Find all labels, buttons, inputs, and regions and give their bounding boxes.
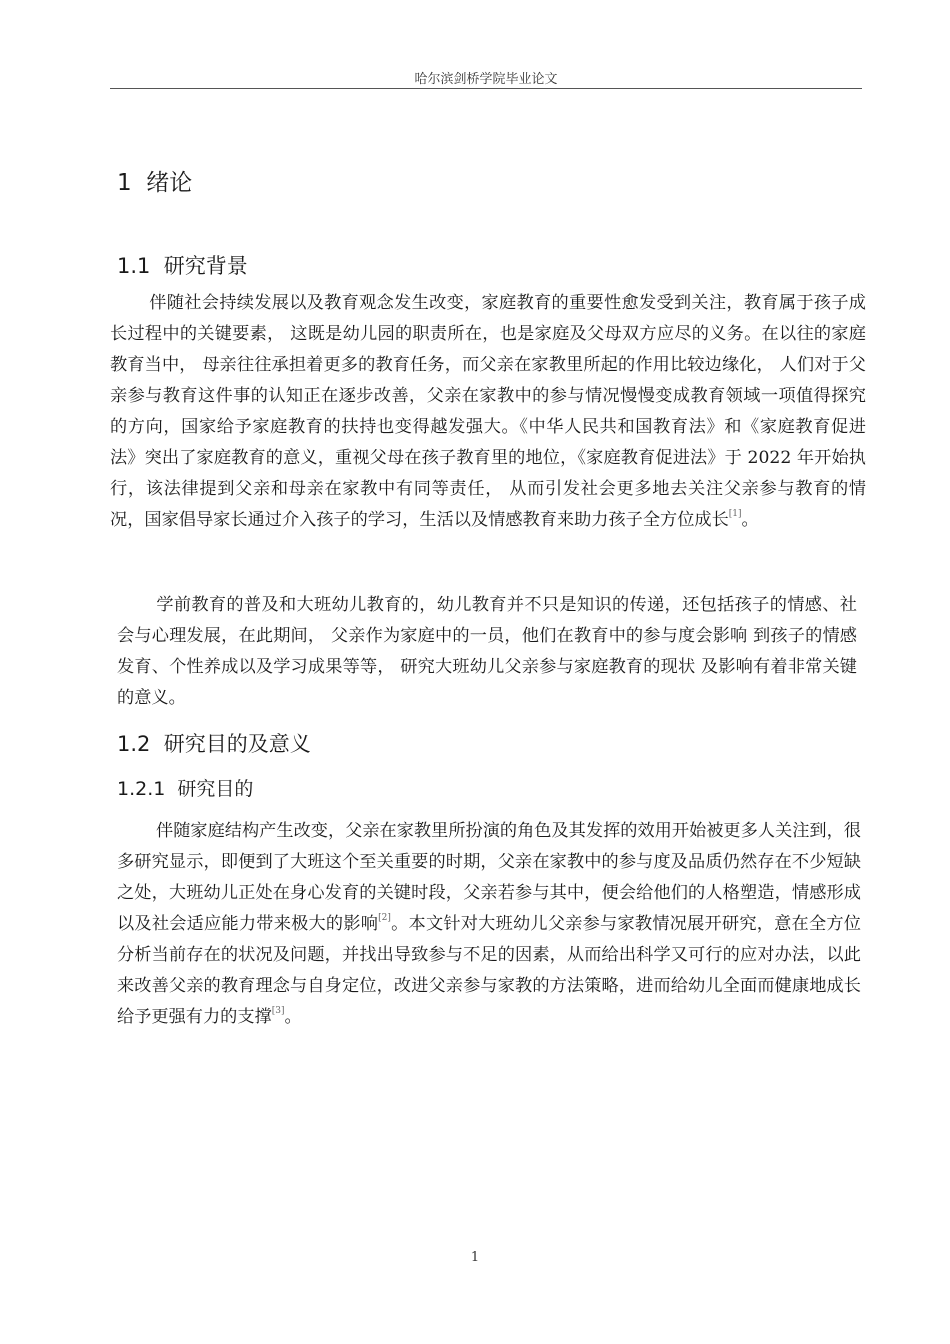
- citation-3: [3]: [271, 1006, 285, 1016]
- citation-1: [1]: [728, 509, 742, 519]
- purpose-paragraph-text-b: 。本文针对大班幼儿父亲参与家教情况展开研究，意在全方位分析当前存在的状况及问题，并找出导致参与不足的因素，从而给出科学又可行的应对办法，以此来改善父亲的教育理念与自身定位，改进父亲参与家教的方法策略，进而给幼儿全面而健康地成长给予更强有力的支撑: [117, 914, 861, 1027]
- page-number: 1: [470, 1250, 480, 1265]
- section-heading-background: 1.1 研究背景: [117, 254, 248, 278]
- background-paragraph-1-text: 伴随社会持续发展以及教育观念发生改变，家庭教育的重要性愈发受到关注，教育属于孩子成长过程中的关键要素， 这既是幼儿园的职责所在，也是家庭及父母双方应尽的义务。在以往的家庭教育当中， 母亲往往承担着更多的教育任务，而父亲在家教里所起的作用比较边缘化， 人们对于父亲参与教育这件事的认知正在逐步改善，父亲在家教中的参与情况慢慢变成教育领域一项值得探究的方向，国家给予家庭教育的扶持也变得越发强大。《中华人民共和国教育法》和《家庭教育促进法》突出了家庭教育的意义，重视父母在孩子教育里的地位，《家庭教育促进法》于 2022 年开始执行，该法律提到父亲和母亲在家教中有同等责任， 从而引发社会更多地去关注父亲参与教育的情况，国家倡导家长通过介入孩子的学习，生活以及情感教育来助力孩子全方位成长: [110, 293, 866, 530]
- background-paragraph-1-end: 。: [741, 510, 759, 530]
- purpose-paragraph-text-a: 伴随家庭结构产生改变，父亲在家教里所扮演的角色及其发挥的效用开始被更多人关注到，很多研究显示，即便到了大班这个至关重要的时期，父亲在家教中的参与度及品质仍然存在不少短缺之处，大班幼儿正处在身心发育的关键时段，父亲若参与其中，便会给他们的人格塑造，情感形成以及社会适应能力带来极大的影响: [117, 821, 861, 934]
- purpose-paragraph: [117, 816, 861, 1033]
- header-rule: [110, 88, 862, 89]
- background-paragraph-2: [117, 590, 857, 714]
- subsection-heading-purpose: 1.2.1 研究目的: [117, 778, 254, 800]
- section-heading-purpose-significance: 1.2 研究目的及意义: [117, 732, 311, 756]
- purpose-paragraph-end: 。: [284, 1007, 302, 1027]
- running-header: 哈尔滨剑桥学院毕业论文: [414, 72, 558, 87]
- background-paragraph-1: [110, 288, 866, 536]
- citation-2: [2]: [378, 913, 391, 923]
- chapter-heading: 1 绪论: [117, 170, 193, 196]
- background-paragraph-2-text: 学前教育的普及和大班幼儿教育的，幼儿教育并不只是知识的传递，还包括孩子的情感、社会与心理发展，在此期间， 父亲作为家庭中的一员，他们在教育中的参与度会影响 到孩子的情感发育、个性养成以及学习成果等等， 研究大班幼儿父亲参与家庭教育的现状 及影响有着非常关键的意义。: [117, 595, 857, 708]
